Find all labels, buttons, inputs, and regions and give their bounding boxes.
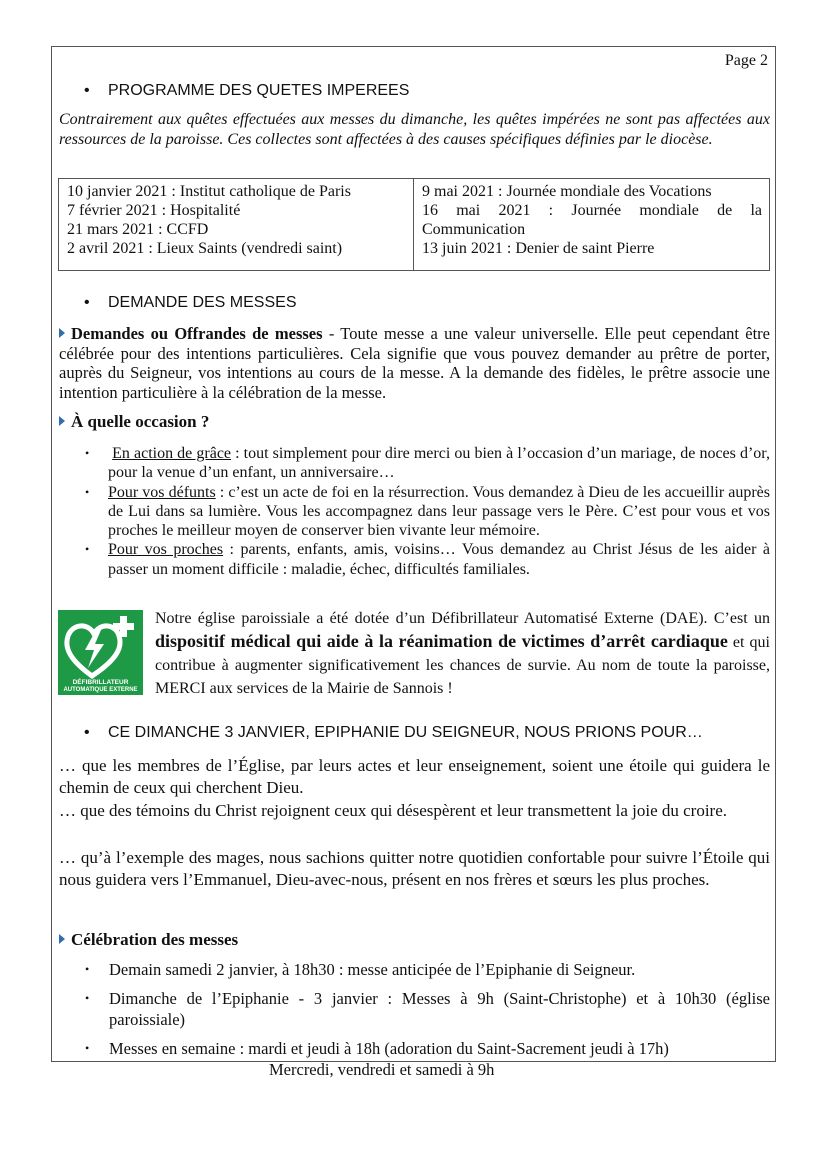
arrow-icon — [59, 416, 65, 426]
arrow-icon — [59, 328, 65, 338]
quete-entry: 9 mai 2021 : Journée mondiale des Vocations — [422, 183, 712, 200]
dae-bold-text: dispositif médical qui aide à la réanimation de victimes d’arrêt cardiaque — [155, 631, 728, 651]
quete-entry: 10 janvier 2021 : Institut catholique de Paris — [67, 183, 351, 200]
occasion-label: Pour vos défunts — [108, 483, 216, 501]
messes-intro — [59, 324, 770, 402]
occasion-label: En action de grâce — [112, 445, 232, 462]
quetes-intro: Contrairement aux quêtes effectuées aux messes du dimanche, les quêtes impérées ne sont pas affectées aux ressources de la paroisse. Ces collectes sont affectées à des causes spécifiques définies par le diocèse. — [59, 111, 770, 148]
occasion-text: : tout simplement pour dire merci ou bien à l’occasion d’un mariage, de noces d’or, pour la venue d’un enfant, un anniversaire… — [108, 445, 770, 482]
table-divider — [413, 179, 414, 270]
bullet-icon: • — [85, 1041, 90, 1055]
priere-paragraph-1: … que les membres de l’Église, par leurs actes et leur enseignement, soient une étoile qui guidera le chemin de ceux qui cherchent Dieu. — [59, 756, 770, 797]
bullet-icon: • — [85, 484, 90, 499]
priere-paragraph-3: … qu’à l’exemple des mages, nous sachions quitter notre quotidien confortable pour suivre l’Étoile qui nous guidera vers l’Emmanuel, Dieu-avec-nous, présent en nos frères et sœurs les plus proches. — [59, 848, 770, 889]
bullet-icon: • — [85, 542, 90, 557]
list-item: • Dimanche de l’Epiphanie - 3 janvier : Messes à 9h (Saint-Christophe) et à 10h30 (église paroissiale) — [85, 989, 770, 1029]
quete-entry: 21 mars 2021 : CCFD — [67, 221, 209, 238]
quete-entry: 7 février 2021 : Hospitalité — [67, 202, 241, 219]
bullet-icon: • — [85, 962, 90, 976]
celebration-title: Célébration des messes — [59, 930, 238, 950]
list-item: • Messes en semaine : mardi et jeudi à 18h (adoration du Saint-Sacrement jeudi à 17h) — [85, 1039, 669, 1058]
dae-logo-line2: AUTOMATIQUE EXTERNE — [63, 687, 138, 693]
quetes-table — [58, 178, 770, 271]
bullet-icon: • — [84, 294, 90, 311]
occasion-text: : c’est un acte de foi en la résurrection. Vous demandez à Dieu de les accueillir auprès de Lui dans sa lumière. Vous les accompagnez dans leur passage vers le Père. C’est pour vous et vos proches le meilleur moyen de conserver bien vivante leur mémoire. — [108, 483, 770, 540]
page-number: Page 2 — [724, 52, 768, 69]
list-item — [85, 483, 770, 541]
occasion-text: : parents, enfants, amis, voisins… Vous demandez au Christ Jésus de les aider à passer un moment difficile : maladie, échec, difficultés familiales. — [108, 541, 770, 578]
bullet-icon: • — [85, 446, 90, 460]
dae-paragraph: Notre église paroissiale a été dotée d’un Défibrillateur Automatisé Externe (DAE). C’est un dispositif médical qui aide à la réanimation de victimes d’arrêt cardiaque et qui contribue à augmenter significativement les chances de survie. Au nom de toute la paroisse, MERCI aux services de la Mairie de Sannois ! — [155, 610, 770, 697]
dae-logo-line1: DÉFIBRILLATEUR — [72, 679, 129, 686]
quetes-left-column — [67, 182, 407, 258]
celebration-list — [85, 959, 770, 1080]
occasion-label: Pour vos proches — [108, 541, 224, 559]
defibrillator-icon — [58, 610, 143, 695]
list-item: • Demain samedi 2 janvier, à 18h30 : messe anticipée de l’Epiphanie di Seigneur. — [85, 960, 636, 979]
dae-logo — [58, 610, 143, 695]
quetes-right-column — [422, 182, 762, 258]
bullet-icon: • — [85, 991, 90, 1005]
bullet-icon: • — [84, 82, 90, 99]
occasions-list — [85, 444, 770, 579]
quete-entry: 16 mai 2021 : Journée mondiale de la Communication — [422, 202, 762, 238]
list-item — [85, 444, 770, 483]
celebration-extra-line: Mercredi, vendredi et samedi à 9h — [269, 1060, 495, 1079]
quete-entry: 13 juin 2021 : Denier de saint Pierre — [422, 240, 655, 257]
list-item — [85, 540, 770, 579]
arrow-icon — [59, 934, 65, 944]
messes-lead-text: - Toute messe a une valeur universelle. Elle peut cependant être célébrée pour des intentions particulières. Cela signifie que vous pouvez demander au prêtre de porter, auprès du Seigneur, vos intentions au cours de la messe. A la demande des fidèles, le prêtre associe une intention particulière à la célébration de la messe. — [59, 324, 770, 402]
bullet-icon: • — [84, 724, 90, 741]
occasion-title: À quelle occasion ? — [59, 412, 209, 432]
priere-paragraph-2: … que des témoins du Christ rejoignent ceux qui désespèrent et leur transmettent la joie du croire. — [59, 801, 728, 820]
quete-entry: 2 avril 2021 : Lieux Saints (vendredi saint) — [67, 240, 343, 257]
messes-lead-title: Demandes ou Offrandes de messes — [71, 324, 323, 343]
